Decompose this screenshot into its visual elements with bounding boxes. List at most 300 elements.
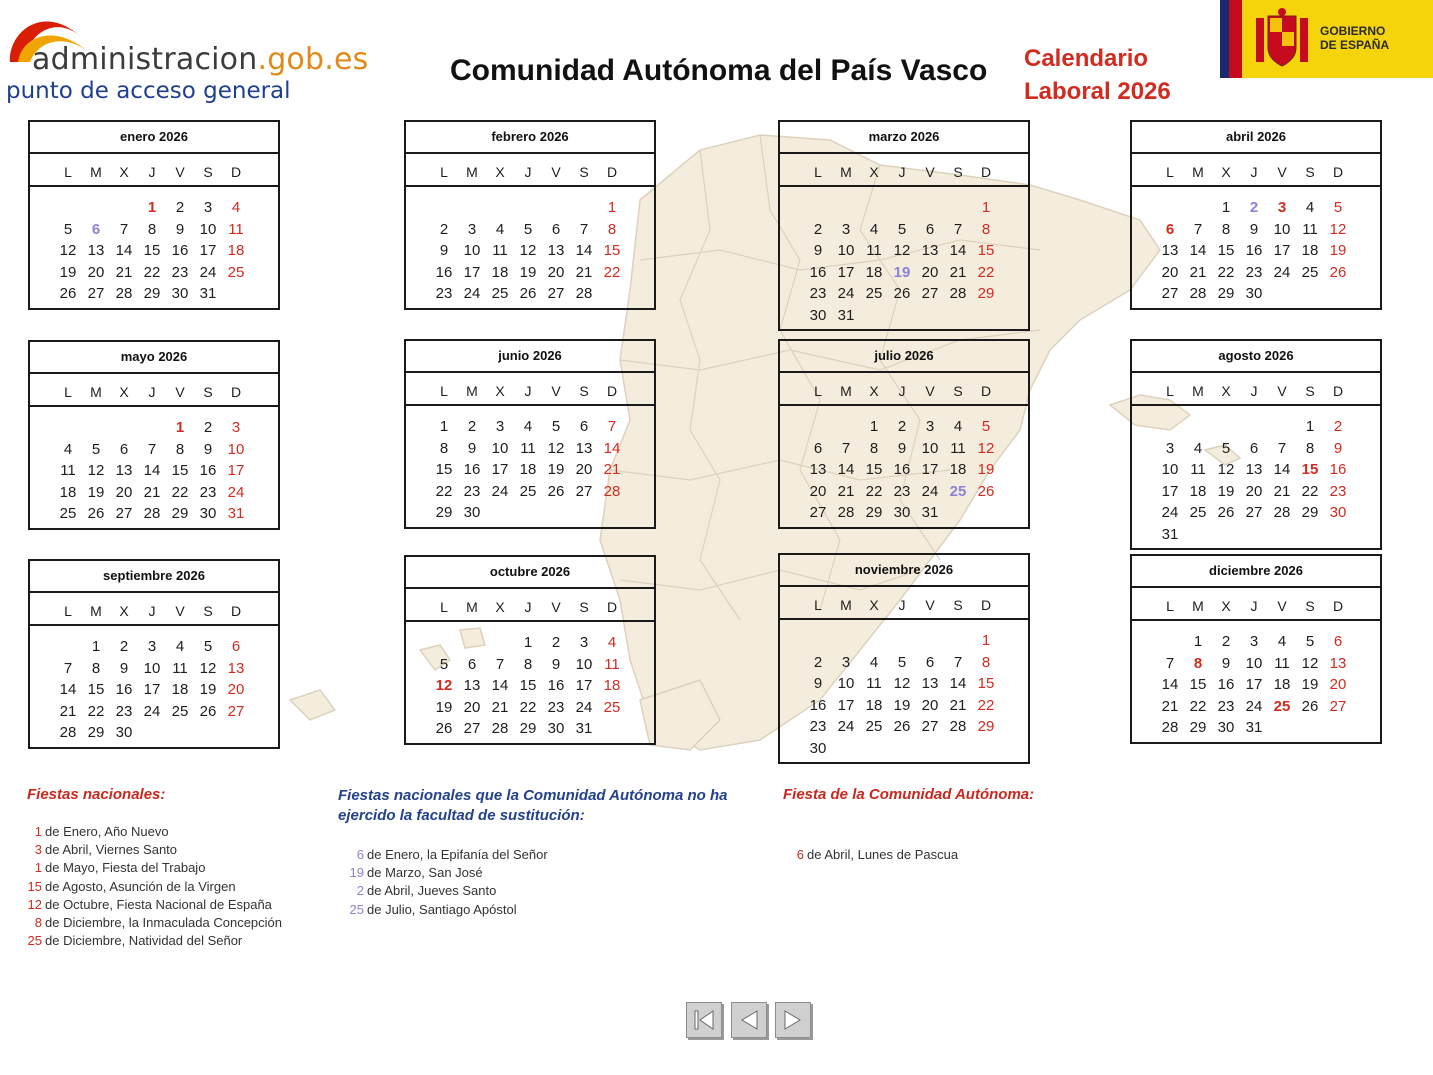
legend-item [26, 878, 282, 896]
day-cell: 4 [953, 418, 963, 435]
day-cell: 10 [837, 675, 855, 692]
weekday-label: J [148, 164, 156, 180]
day-cell: 3 [841, 220, 851, 238]
day-cell: 22 [977, 263, 995, 281]
legend-holiday-text: de Marzo, San José [367, 865, 483, 881]
weekday-header [780, 373, 1028, 406]
day-cell: 20 [921, 696, 939, 714]
day-cell: 26 [87, 505, 105, 522]
day-cell: 27 [227, 702, 245, 720]
weekday-label: V [925, 383, 935, 399]
day-cell: 23 [893, 482, 911, 500]
day-cell: 8 [91, 659, 101, 677]
day-cell: 7 [1277, 439, 1287, 457]
day-cell: 17 [199, 242, 217, 259]
day-cell: 12 [893, 242, 911, 259]
weekday-label: S [1305, 383, 1315, 399]
day-cell: 23 [435, 285, 453, 302]
non-substituted-holidays-list [348, 846, 548, 919]
day-cell: 7 [1193, 220, 1203, 238]
weekday-label: D [606, 599, 618, 615]
weekday-label: M [840, 383, 852, 399]
day-cell: 23 [199, 483, 217, 501]
empty-day-cell [430, 197, 458, 219]
day-cell: 29 [977, 718, 995, 735]
day-cell: 30 [463, 504, 481, 521]
empty-day-cell [860, 197, 888, 219]
gobierno-espana-logo [1220, 0, 1433, 78]
day-cell: 19 [87, 483, 105, 501]
week-row [430, 654, 654, 676]
day-cell: 11 [1190, 461, 1206, 478]
day-cell: 3 [1249, 633, 1259, 650]
weekday-header [1132, 154, 1380, 187]
day-cell: 25 [59, 505, 77, 522]
weekday-label: V [175, 164, 185, 180]
day-cell: 13 [1329, 654, 1347, 672]
empty-day-cell [54, 197, 82, 219]
weekday-label: J [1250, 164, 1258, 180]
day-cell: 8 [607, 220, 617, 238]
empty-day-cell [82, 417, 110, 439]
day-cell: 5 [897, 653, 907, 671]
weekday-header [406, 373, 654, 406]
month-name: diciembre 2026 [1132, 556, 1380, 588]
empty-day-cell [888, 630, 916, 652]
day-cell: 17 [491, 461, 509, 478]
weekday-label: V [925, 597, 935, 613]
day-cell: 5 [439, 655, 449, 673]
day-cell: 26 [199, 702, 217, 720]
month-name: agosto 2026 [1132, 341, 1380, 373]
weekday-label: J [898, 597, 906, 613]
legend-holiday-text: de Diciembre, la Inmaculada Concepción [45, 915, 283, 931]
day-cell: 26 [977, 482, 995, 500]
empty-day-cell [486, 632, 514, 654]
weekday-label: M [1192, 598, 1204, 614]
day-cell: 26 [893, 718, 911, 735]
day-cell: 21 [837, 482, 855, 500]
empty-day-cell [804, 416, 832, 438]
day-cell: 27 [1161, 285, 1179, 302]
weekday-label: D [606, 383, 618, 399]
day-cell: 31 [227, 505, 245, 522]
day-cell: 9 [813, 675, 823, 692]
day-cell: 15 [143, 242, 161, 259]
days-grid [406, 406, 654, 527]
weekday-label: L [64, 384, 72, 400]
day-cell: 21 [603, 461, 621, 478]
month-name: abril 2026 [1132, 122, 1380, 154]
week-row [430, 697, 654, 719]
first-page-button[interactable] [686, 1002, 722, 1038]
weekday-label: D [980, 164, 992, 180]
day-cell: 19 [893, 696, 911, 714]
day-cell: 24 [1161, 504, 1179, 521]
weekday-label: S [953, 597, 963, 613]
legend-item [348, 846, 548, 864]
day-cell: 26 [435, 720, 453, 737]
week-row [1156, 502, 1380, 524]
day-cell: 10 [1245, 654, 1263, 672]
administracion-logo[interactable] [4, 2, 369, 110]
weekday-label: L [1166, 383, 1174, 399]
legend-item [26, 859, 282, 877]
weekday-label: M [90, 603, 102, 619]
day-cell: 14 [575, 242, 593, 259]
day-cell: 10 [227, 440, 245, 458]
day-cell: 13 [547, 242, 565, 259]
day-cell: 23 [171, 263, 189, 281]
day-cell: 20 [1245, 482, 1263, 500]
day-cell: 3 [495, 418, 505, 435]
day-cell: 13 [921, 242, 939, 259]
legend-holiday-text: de Diciembre, Natividad del Señor [45, 933, 243, 949]
day-cell: 28 [837, 504, 855, 521]
legend-item [26, 896, 282, 914]
weekday-label: X [869, 164, 879, 180]
day-cell: 5 [91, 440, 101, 458]
day-cell: 23 [809, 285, 827, 302]
week-row [430, 481, 654, 503]
week-row [1156, 283, 1380, 305]
day-cell: 10 [1161, 461, 1179, 478]
empty-day-cell [888, 197, 916, 219]
day-cell: 30 [809, 306, 827, 324]
week-row [1156, 481, 1380, 503]
empty-day-cell [110, 197, 138, 219]
day-cell: 22 [171, 483, 189, 501]
next-page-icon [781, 1009, 805, 1031]
legend-day-number: 3 [34, 842, 42, 858]
week-row [804, 219, 1028, 241]
day-cell: 4 [1305, 199, 1315, 216]
day-cell: 11 [60, 462, 76, 479]
day-cell: 24 [837, 285, 855, 302]
day-cell: 27 [547, 285, 565, 302]
day-cell: 16 [199, 462, 217, 479]
month-calendar [778, 339, 1030, 529]
coat-of-arms-icon [1254, 8, 1310, 70]
empty-day-cell [944, 197, 972, 219]
week-row [804, 262, 1028, 284]
empty-day-cell [1184, 197, 1212, 219]
day-cell: 3 [841, 653, 851, 671]
day-cell: 8 [439, 439, 449, 457]
days-grid [406, 622, 654, 743]
day-cell: 5 [897, 220, 907, 238]
day-cell: 7 [607, 418, 617, 435]
day-cell: 23 [1329, 482, 1347, 500]
day-cell: 31 [921, 504, 939, 521]
day-cell: 1 [981, 199, 991, 216]
day-cell: 20 [809, 482, 827, 500]
day-cell: 15 [87, 681, 105, 698]
day-cell: 11 [228, 220, 244, 238]
day-cell: 3 [579, 634, 589, 651]
legend-holiday-text: de Enero, Año Nuevo [45, 824, 169, 839]
day-cell: 4 [607, 634, 617, 651]
day-cell: 22 [977, 696, 995, 714]
weekday-label: X [495, 164, 505, 180]
weekday-label: S [579, 599, 589, 615]
day-cell: 19 [547, 461, 565, 478]
month-calendar [28, 120, 280, 310]
day-cell: 2 [119, 638, 129, 655]
day-cell: 17 [921, 461, 939, 478]
day-cell: 22 [435, 482, 453, 500]
month-calendar [404, 339, 656, 529]
day-cell: 20 [463, 698, 481, 716]
day-cell: 29 [87, 724, 105, 741]
weekday-header [30, 593, 278, 626]
weekday-label: L [1166, 598, 1174, 614]
day-cell: 1 [439, 418, 449, 435]
day-cell: 1 [607, 199, 617, 216]
legend-holiday-text: de Octubre, Fiesta Nacional de España [45, 896, 272, 912]
day-cell: 2 [1221, 633, 1231, 650]
day-cell: 4 [523, 418, 533, 435]
day-cell: 13 [1245, 461, 1263, 478]
day-cell: 21 [491, 698, 509, 716]
previous-page-button[interactable] [731, 1002, 767, 1038]
week-row [430, 416, 654, 438]
month-name: marzo 2026 [780, 122, 1028, 154]
day-cell: 8 [869, 439, 879, 457]
day-cell: 10 [921, 439, 939, 457]
day-cell: 12 [87, 462, 105, 479]
legend-holiday-text: de Mayo, Fiesta del Trabajo [45, 860, 206, 876]
days-grid [406, 187, 654, 308]
day-cell: 23 [1245, 263, 1263, 281]
day-cell: 30 [115, 724, 133, 741]
weekday-header [780, 154, 1028, 187]
empty-day-cell [1268, 416, 1296, 438]
legend-item [26, 932, 282, 950]
regional-holiday-list [788, 846, 958, 864]
national-holiday-day: 15 [1301, 461, 1319, 478]
day-cell: 2 [551, 634, 561, 651]
empty-day-cell [804, 197, 832, 219]
day-cell: 26 [1217, 504, 1235, 521]
week-row [54, 417, 278, 439]
weekday-label: L [814, 597, 822, 613]
week-row [54, 439, 278, 461]
day-cell: 12 [59, 242, 77, 259]
legend-holiday-text: de Abril, Viernes Santo [45, 842, 178, 858]
legend-holiday-text: de Agosto, Asunción de la Virgen [45, 878, 236, 894]
empty-day-cell [54, 636, 82, 658]
day-cell: 18 [1273, 676, 1291, 693]
month-calendar [28, 340, 280, 530]
weekday-label: X [1221, 383, 1231, 399]
days-grid [1132, 621, 1380, 742]
weekday-label: V [1277, 598, 1287, 614]
empty-day-cell [458, 197, 486, 219]
week-row [54, 283, 278, 305]
day-cell: 8 [1221, 220, 1231, 238]
day-cell: 10 [463, 242, 481, 259]
day-cell: 19 [519, 263, 537, 281]
days-grid [780, 620, 1028, 762]
weekday-label: J [524, 599, 532, 615]
day-cell: 26 [547, 482, 565, 500]
day-cell: 13 [809, 461, 827, 478]
day-cell: 6 [579, 418, 589, 435]
empty-day-cell [832, 630, 860, 652]
day-cell: 4 [869, 653, 879, 671]
day-cell: 19 [59, 263, 77, 281]
national-holidays-list [26, 823, 282, 950]
day-cell: 5 [1333, 199, 1343, 216]
day-cell: 21 [1273, 482, 1291, 500]
day-cell: 17 [575, 677, 593, 694]
day-cell: 16 [809, 696, 827, 714]
day-cell: 29 [865, 504, 883, 521]
day-cell: 21 [1161, 697, 1179, 715]
day-cell: 18 [865, 696, 883, 714]
week-row [430, 283, 654, 305]
next-page-button[interactable] [775, 1002, 811, 1038]
day-cell: 7 [953, 653, 963, 671]
weekday-label: D [1332, 383, 1344, 399]
day-cell: 25 [227, 263, 245, 281]
day-cell: 16 [463, 461, 481, 478]
day-cell: 21 [949, 696, 967, 714]
legend-day-number: 2 [356, 883, 364, 899]
weekday-label: J [1250, 598, 1258, 614]
day-cell: 11 [1274, 654, 1290, 672]
legend-day-number: 12 [27, 896, 42, 912]
legend-day-number: 15 [27, 878, 42, 894]
day-cell: 6 [551, 220, 561, 238]
day-cell: 7 [1165, 654, 1175, 672]
week-row [54, 482, 278, 504]
week-row [1156, 524, 1380, 546]
day-cell: 10 [837, 242, 855, 259]
legend-item [26, 823, 282, 841]
day-cell: 10 [143, 659, 161, 677]
day-cell: 16 [171, 242, 189, 259]
month-calendar [1130, 554, 1382, 744]
weekday-label: S [203, 164, 213, 180]
week-row [1156, 696, 1380, 718]
legend-item [348, 901, 548, 919]
day-cell: 23 [1217, 697, 1235, 715]
weekday-label: M [466, 599, 478, 615]
day-cell: 22 [519, 698, 537, 716]
weekday-label: X [869, 383, 879, 399]
day-cell: 7 [579, 220, 589, 238]
week-row [430, 459, 654, 481]
day-cell: 9 [175, 220, 185, 238]
day-cell: 3 [467, 220, 477, 238]
week-row [430, 502, 654, 524]
week-row [804, 459, 1028, 481]
day-cell: 18 [603, 677, 621, 694]
day-cell: 11 [950, 439, 966, 457]
weekday-label: M [1192, 164, 1204, 180]
weekday-label: S [953, 164, 963, 180]
legend-holiday-text: de Julio, Santiago Apóstol [367, 901, 517, 917]
day-cell: 15 [1189, 676, 1207, 693]
day-cell: 2 [813, 220, 823, 238]
weekday-label: V [551, 599, 561, 615]
empty-day-cell [486, 197, 514, 219]
week-row [430, 197, 654, 219]
day-cell: 9 [551, 655, 561, 673]
day-cell: 11 [172, 659, 188, 677]
weekday-label: D [1332, 598, 1344, 614]
day-cell: 14 [115, 242, 133, 259]
day-cell: 3 [925, 418, 935, 435]
day-cell: 24 [227, 483, 245, 501]
day-cell: 15 [865, 461, 883, 478]
day-cell: 24 [1245, 697, 1263, 715]
day-cell: 15 [519, 677, 537, 694]
day-cell: 30 [1329, 504, 1347, 521]
weekday-label: V [551, 383, 561, 399]
day-cell: 3 [147, 638, 157, 655]
day-cell: 28 [949, 285, 967, 302]
day-cell: 19 [1301, 676, 1319, 693]
day-cell: 7 [63, 659, 73, 677]
day-cell: 17 [1273, 242, 1291, 259]
month-name: junio 2026 [406, 341, 654, 373]
weekday-label: D [980, 597, 992, 613]
day-cell: 6 [925, 653, 935, 671]
week-row [1156, 219, 1380, 241]
day-cell: 27 [575, 482, 593, 500]
legend-item [26, 914, 282, 932]
day-cell: 26 [1301, 697, 1319, 715]
day-cell: 21 [115, 263, 133, 281]
day-cell: 6 [1249, 439, 1259, 457]
day-cell: 20 [227, 681, 245, 698]
day-cell: 24 [199, 263, 217, 281]
week-row [804, 416, 1028, 438]
weekday-label: V [1277, 164, 1287, 180]
day-cell: 12 [547, 439, 565, 457]
day-cell: 28 [575, 285, 593, 302]
day-cell: 8 [981, 220, 991, 238]
week-row [804, 695, 1028, 717]
day-cell: 30 [809, 739, 827, 757]
non-substituted-holiday-day: 25 [949, 482, 967, 500]
day-cell: 11 [520, 439, 536, 457]
day-cell: 11 [866, 675, 882, 692]
day-cell: 19 [977, 461, 995, 478]
month-calendar [778, 553, 1030, 764]
weekday-label: J [148, 384, 156, 400]
day-cell: 23 [115, 702, 133, 720]
day-cell: 31 [1245, 719, 1263, 736]
weekday-label: D [230, 164, 242, 180]
day-cell: 19 [1217, 482, 1235, 500]
week-row [804, 716, 1028, 738]
week-row [1156, 197, 1380, 219]
week-row [804, 630, 1028, 652]
day-cell: 19 [1329, 242, 1347, 259]
day-cell: 17 [143, 681, 161, 698]
day-cell: 30 [171, 285, 189, 302]
week-row [54, 197, 278, 219]
day-cell: 2 [813, 653, 823, 671]
week-row [1156, 262, 1380, 284]
weekday-label: S [1305, 164, 1315, 180]
day-cell: 12 [519, 242, 537, 259]
non-substituted-holidays-title: Fiestas nacionales que la Comunidad Autónoma no ha ejercido la facultad de sustitución: [338, 787, 728, 824]
